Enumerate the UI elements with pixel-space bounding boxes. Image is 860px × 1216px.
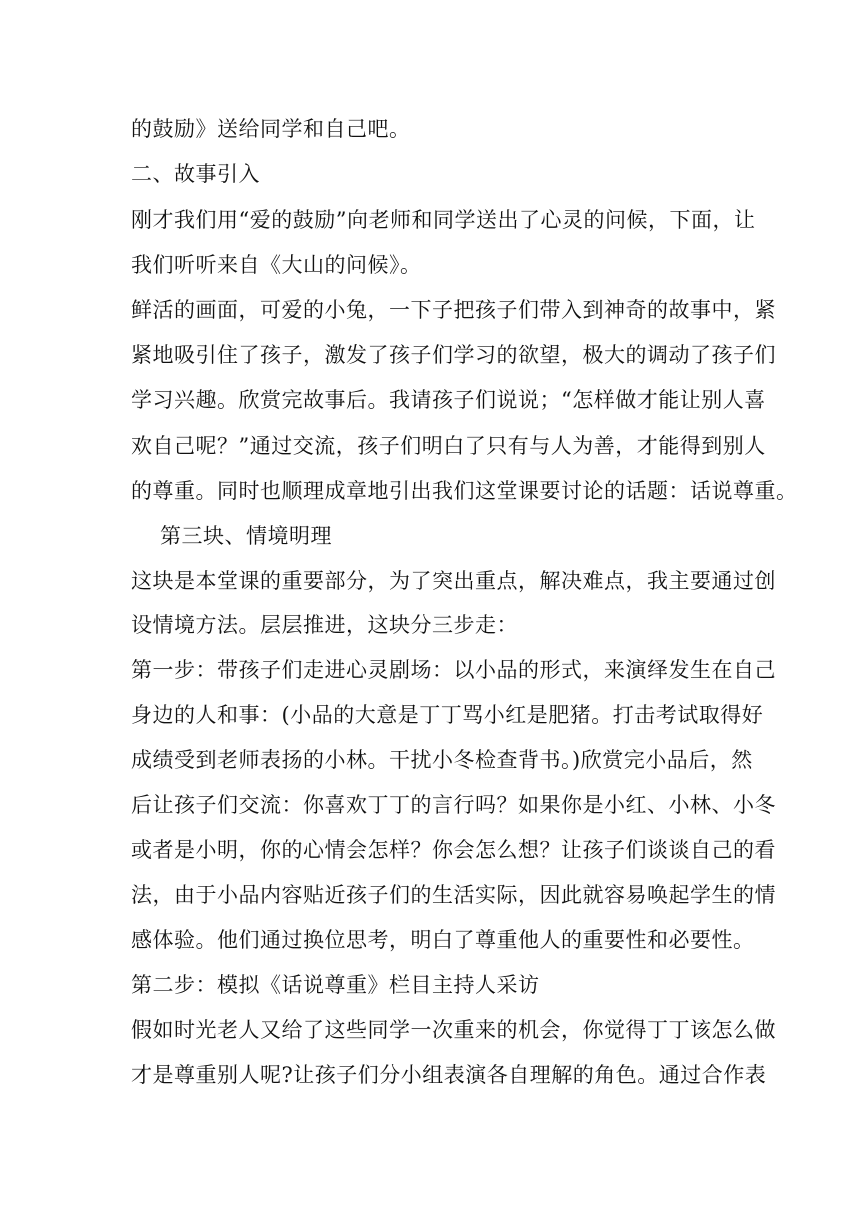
text-line: 的尊重。同时也顺理成章地引出我们这堂课要讨论的话题：话说尊重。 (131, 479, 798, 503)
section-heading: 二、故事引入 (131, 162, 260, 186)
text-line: 或者是小明，你的心情会怎样？你会怎么想？让孩子们谈谈自己的看 (131, 838, 776, 862)
section-heading: 第二步：模拟《话说尊重》栏目主持人采访 (131, 973, 540, 997)
section-heading: 第三块、情境明理 (160, 524, 332, 548)
text-line: 设情境方法。层层推进，这块分三步走： (131, 613, 518, 637)
text-line: 我们听听来自《大山的问候》。 (131, 253, 422, 277)
text-line: 感体验。他们通过换位思考，明白了尊重他人的重要性和必要性。 (131, 928, 755, 952)
text-line: 学习兴趣。欣赏完故事后。我请孩子们说说；“怎样做才能让别人喜 (131, 388, 766, 412)
text-line: 身边的人和事：(小品的大意是丁丁骂小红是肥猪。打击考试取得好 (131, 703, 764, 727)
text-line: 第一步：带孩子们走进心灵剧场：以小品的形式，来演绎发生在自己 (131, 658, 776, 682)
text-line: 的鼓励》送给同学和自己吧。 (131, 117, 411, 141)
text-line: 刚才我们用“爱的鼓励”向老师和同学送出了心灵的问候，下面，让 (131, 208, 756, 232)
text-line: 紧地吸引住了孩子，激发了孩子们学习的欲望，极大的调动了孩子们 (131, 343, 776, 367)
text-line: 法，由于小品内容贴近孩子们的生活实际，因此就容易唤起学生的情 (131, 883, 776, 907)
text-line: 才是尊重别人呢?让孩子们分小组表演各自理解的角色。通过合作表 (131, 1063, 767, 1087)
text-line: 成绩受到老师表扬的小林。干扰小冬检查背书。)欣赏完小品后，然 (131, 748, 753, 772)
text-line: 鲜活的画面，可爱的小兔，一下子把孩子们带入到神奇的故事中，紧 (131, 298, 776, 322)
text-line: 这块是本堂课的重要部分，为了突出重点，解决难点，我主要通过创 (131, 569, 776, 593)
text-line: 假如时光老人又给了这些同学一次重来的机会，你觉得丁丁该怎么做 (131, 1018, 776, 1042)
text-line: 后让孩子们交流：你喜欢丁丁的言行吗？如果你是小红、小林、小冬 (131, 793, 776, 817)
text-line: 欢自己呢？”通过交流，孩子们明白了只有与人为善，才能得到别人 (131, 434, 766, 458)
